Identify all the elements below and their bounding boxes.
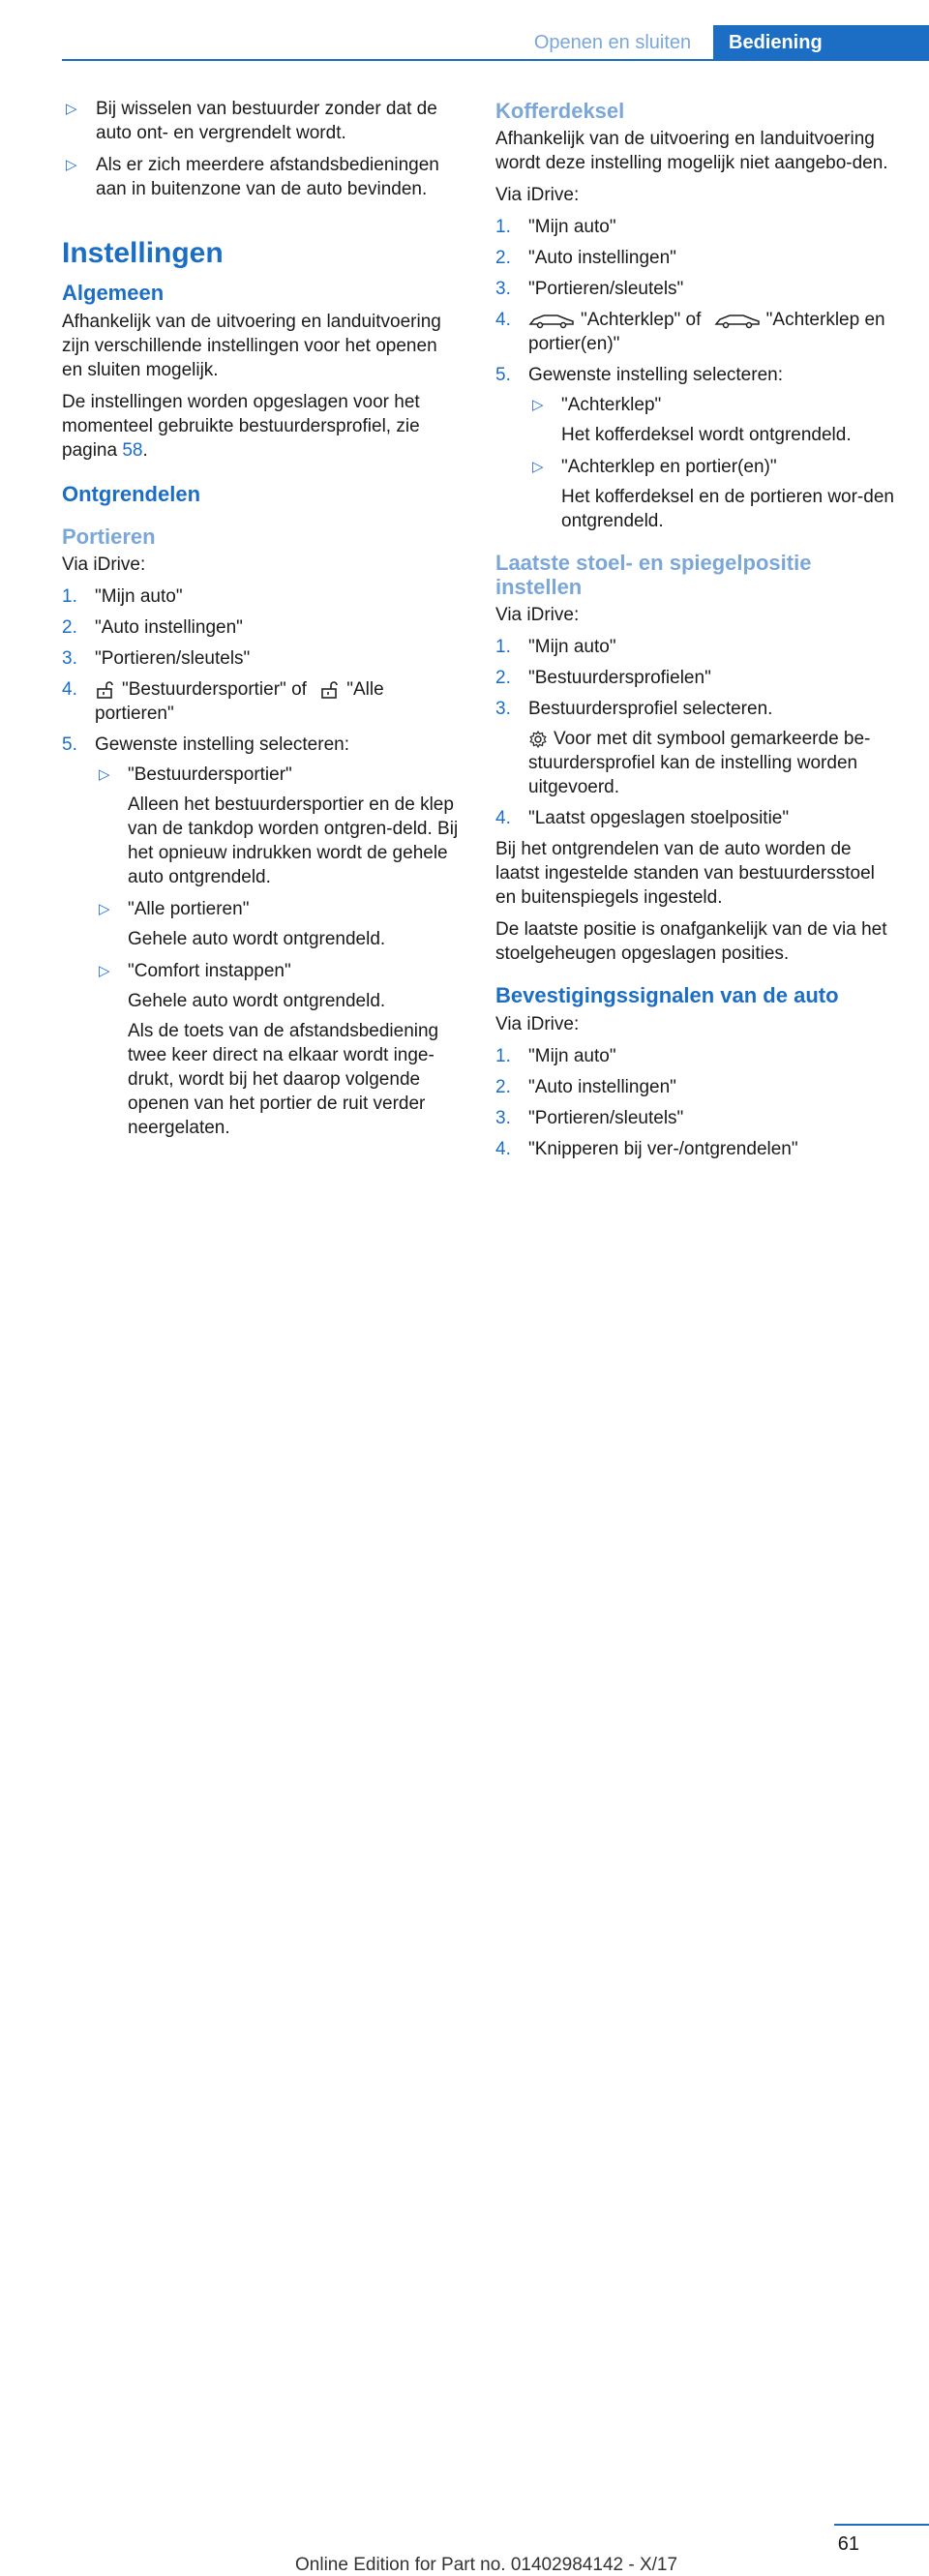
right-column [495, 97, 900, 1168]
list-item: 1. "Mijn auto" [495, 637, 616, 657]
via-idrive: Via iDrive: [62, 554, 146, 575]
footer-rule [834, 2524, 929, 2526]
header-chapter-tab: Bediening [713, 25, 929, 60]
steps-list [495, 1044, 900, 1161]
list-item: 3. "Portieren/sleutels" [495, 1108, 684, 1128]
header-section-title: Openen en sluiten [533, 32, 692, 53]
triangle-bullet-icon: ▷ [99, 963, 110, 979]
triangle-bullet-icon: ▷ [532, 397, 544, 413]
paragraph: De laatste positie is onafgankelijk van de via het stoelgeheugen opgeslagen posities. [495, 919, 887, 964]
left-column [62, 97, 463, 1148]
option-item: ▷ "Achterklep en portier(en)" Het kofferdeksel en de portieren wor-den ontgrendeld. [532, 457, 894, 531]
page-header [0, 0, 929, 60]
via-idrive: Via iDrive: [495, 605, 580, 625]
list-item: 4. "Achterklep" of "Achterklep en portier(en)" [495, 310, 885, 354]
list-item: 4. "Bestuurdersportier" of "Alle portieren" [62, 679, 384, 724]
door-unlock-icon [95, 680, 116, 700]
list-item: 5. Gewenste instelling selecteren: ▷ "Achterklep" Het kofferdeksel wordt ontgrendeld. ▷ "Achterklep en portier(en)" Het kofferdeksel en de portieren wor-den ontgrendeld. [495, 363, 900, 533]
gear-icon [528, 730, 548, 749]
heading-bevestiging: Bevestigingssignalen van de auto [495, 983, 839, 1007]
page-number: 61 [837, 2533, 859, 2555]
triangle-bullet-icon: ▷ [99, 901, 110, 917]
option-item: ▷ "Alle portieren" Gehele auto wordt ontgrendeld. [99, 899, 386, 949]
triangle-bullet-icon: ▷ [66, 101, 77, 117]
list-item: 1. "Mijn auto" [495, 217, 616, 237]
list-item: ▷ Bij wisselen van bestuurder zonder dat de auto ont- en vergrendelt wordt. [66, 99, 437, 143]
paragraph: Afhankelijk van de uitvoering en landuitvoering wordt deze instelling mogelijk niet aangebo-den. [495, 129, 888, 173]
triangle-bullet-icon: ▷ [532, 459, 544, 475]
page-link[interactable]: 58 [122, 440, 143, 461]
option-item: ▷ "Bestuurdersportier" Alleen het bestuurdersportier en de klep van de tankdop worden ontgren-deld. Bij het opnieuw indrukken wordt de gehele auto ontgrendeld. [99, 764, 459, 887]
paragraph: Bij het ontgrendelen van de auto worden de laatst ingestelde standen van bestuurdersstoel en buitenspiegels ingesteld. [495, 839, 875, 908]
car-tailgate-icon [714, 312, 761, 329]
list-item: 1. "Mijn auto" [495, 1046, 616, 1066]
car-tailgate-icon [528, 312, 575, 329]
list-item: 2. "Auto instellingen" [495, 1077, 676, 1097]
page-footer [0, 1262, 929, 2575]
heading-ontgrendelen: Ontgrendelen [62, 482, 201, 506]
list-item: 1. "Mijn auto" [62, 586, 183, 607]
option-item: ▷ "Achterklep" Het kofferdeksel wordt ontgrendeld. [532, 395, 852, 445]
triangle-bullet-icon: ▷ [66, 157, 77, 173]
door-unlock-icon [319, 680, 341, 700]
heading-instellingen: Instellingen [62, 237, 224, 269]
heading-portieren: Portieren [62, 524, 156, 549]
steps-list [62, 584, 463, 1140]
list-item: 3. "Portieren/sleutels" [495, 279, 684, 299]
option-item: ▷ "Comfort instappen" Gehele auto wordt ontgrendeld. Als de toets van de afstandsbediening twee keer direct na elkaar wordt inge-drukt, wordt bij het daarop volgende openen van het portier de ruit verder neergelaten. [99, 961, 439, 1138]
header-rule [62, 59, 929, 61]
via-idrive: Via iDrive: [495, 1014, 580, 1034]
via-idrive: Via iDrive: [495, 185, 580, 205]
steps-list [495, 635, 900, 830]
paragraph: Afhankelijk van de uitvoering en landuitvoering zijn verschillende instellingen voor het openen en sluiten mogelijk. [62, 312, 441, 380]
list-item: 4. "Laatst opgeslagen stoelpositie" [495, 808, 790, 828]
steps-list [495, 215, 900, 533]
heading-algemeen: Algemeen [62, 281, 165, 305]
paragraph: De instellingen worden opgeslagen voor het momenteel gebruikte bestuurdersprofiel, zie pagina 58. [62, 392, 420, 461]
list-item: 5. Gewenste instelling selecteren: ▷ "Bestuurdersportier" Alleen het bestuurdersportier en de klep van de tankdop worden ontgren-deld. Bij het opnieuw indrukken wordt de gehele auto ontgrendeld. ▷ "Alle portieren" Gehele auto wordt ontgrendeld. ▷ "Comfort instappen" Gehele auto wordt ontgrendeld. Als de toets van de afstandsbediening twee keer direct na elkaar wordt inge-drukt, wordt bij het daarop volgende openen van het portier de ruit verder neergelaten. [62, 733, 463, 1140]
edition-text: Online Edition for Part no. 01402984142 - X/17 [295, 2555, 678, 2575]
triangle-bullet-icon: ▷ [99, 766, 110, 783]
list-item: ▷ Als er zich meerdere afstandsbedieningen aan in buitenzone van de auto bevinden. [66, 155, 439, 199]
list-item: 3. Bestuurdersprofiel selecteren. Voor met dit symbool gemarkeerde be-stuurdersprofiel kan de instelling worden uitgevoerd. [495, 697, 900, 799]
list-item: 2. "Bestuurdersprofielen" [495, 668, 711, 688]
note: Voor met dit symbool gemarkeerde be-stuurdersprofiel kan de instelling worden uitgevoerd. [528, 729, 871, 797]
list-item: 4. "Knipperen bij ver-/ontgrendelen" [495, 1139, 798, 1159]
list-item: 2. "Auto instellingen" [62, 617, 243, 638]
heading-kofferdeksel: Kofferdeksel [495, 99, 625, 123]
list-item: 2. "Auto instellingen" [495, 248, 676, 268]
heading-laatste-positie: Laatste stoel- en spiegelpositie instellen [495, 551, 812, 599]
list-item: 3. "Portieren/sleutels" [62, 648, 251, 669]
